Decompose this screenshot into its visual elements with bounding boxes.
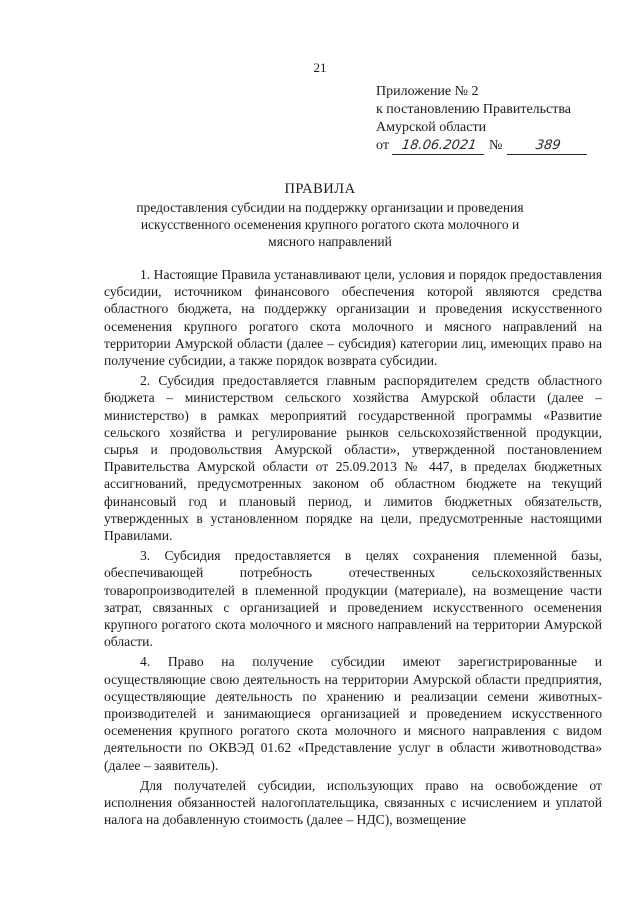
paragraph-5: Для получателей субсидии, использующих право на освобождение от исполнения обязанностей налогоплательщика, связанных с исчислением и уплатой налога на добавленную стоимость (далее – НДС), возмещение [104, 777, 602, 828]
date-prefix: от [376, 138, 389, 153]
paragraph-2: 2. Субсидия предоставляется главным распорядителем средств областного бюджета – министерством сельского хозяйства Амурской области (далее – министерство) в рамках мероприятий государственной программы «Развитие сельского хозяйства и регулирование рынков сельскохозяйственной продукции, сырья и продовольствия Амурской области», утвержденной постановлением Правительства Амурской области от 25.09.2013 № 447, в пределах бюджетных ассигнований, предусмотренных законом об областном бюджете на текущий финансовый год и плановый период, и лимитов бюджетных обязательств, утвержденных в установленном порядке на цели, предусмотренные настоящими Правилами. [104, 373, 602, 544]
body-text [104, 266, 602, 829]
appendix-line-3: Амурской области [376, 120, 487, 135]
paragraph-4: 4. Право на получение субсидии имеют зарегистрированные и осуществляющие свою деятельность на территории Амурской области предприятия, осуществляющие деятельность по хранению и реализации семени животных-производителей и занимающиеся организацией и проведением искусственного осеменения крупного рогатого скота молочного и мясного направления с видом деятельности по ОКВЭД 01.62 «Представление услуг в области животноводства» (далее – заявитель). [104, 654, 602, 773]
paragraph-1: 1. Настоящие Правила устанавливают цели, условия и порядок предоставления субсидии, источником финансового обеспечения которой являются средства областного бюджета, на поддержку организации и проведения искусственного осеменения крупного рогатого скота молочного и мясного направлений на территории Амурской области (далее – субсидия) категории лиц, имеющих право на получение субсидии, а также порядок возврата субсидии. [104, 267, 602, 369]
page-number: 21 [313, 60, 327, 75]
appendix-line-1: Приложение № 2 [376, 84, 479, 99]
appendix-date-line [376, 137, 588, 155]
handwritten-date: 18.06.2021 [392, 138, 486, 155]
document-subtitle: предоставления субсидии на поддержку организации и проведения искусственного осеменения крупного рогатого скота молочного и мясного направлений [136, 200, 524, 249]
appendix-block [376, 83, 588, 155]
handwritten-number: 389 [507, 138, 589, 155]
appendix-line-2: к постановлению Правительства [376, 102, 572, 117]
document-title: ПРАВИЛА [284, 181, 356, 197]
paragraph-3: 3. Субсидия предоставляется в целях сохранения племенной базы, обеспечивающей потребность отечественных сельскохозяйственных товаропроизводителей в племенной продукции (материале), на возмещение части затрат, связанных с организацией и проведением искусственного осеменения крупного рогатого скота молочного и мясного направлений на территории Амурской области. [104, 548, 602, 650]
number-prefix: № [488, 138, 503, 153]
